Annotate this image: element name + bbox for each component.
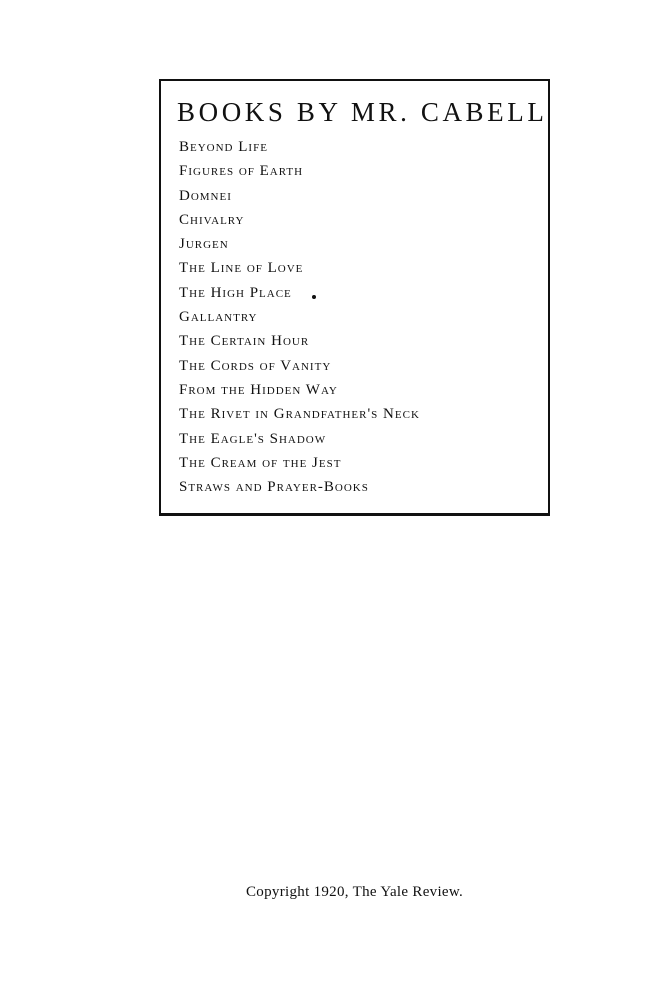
list-item: Jurgen [179, 236, 229, 253]
list-item: The Cream of the Jest [179, 454, 342, 471]
list-item: Figures of Earth [179, 163, 304, 180]
page-title: BOOKS BY MR. CABELL [177, 97, 548, 127]
list-item: Beyond Life [179, 139, 268, 155]
list-item: From the Hidden Way [179, 381, 338, 398]
list-item: The High Place [179, 284, 292, 301]
list-item: Chivalry [179, 211, 245, 228]
list-item: The Certain Hour [179, 333, 310, 350]
list-item: The Line of Love [179, 260, 304, 277]
list-item: Straws and Prayer-Books [179, 479, 369, 496]
copyright-notice: Copyright 1920, The Yale Review. [246, 884, 464, 900]
list-item: The Eagle's Shadow [179, 430, 327, 447]
book-list [179, 135, 420, 499]
list-item: The Cords of Vanity [179, 357, 332, 374]
ink-speck [312, 295, 316, 299]
list-item: Domnei [179, 187, 232, 204]
list-item: The Rivet in Grandfather's Neck [179, 406, 420, 423]
list-item: Gallantry [179, 309, 258, 326]
